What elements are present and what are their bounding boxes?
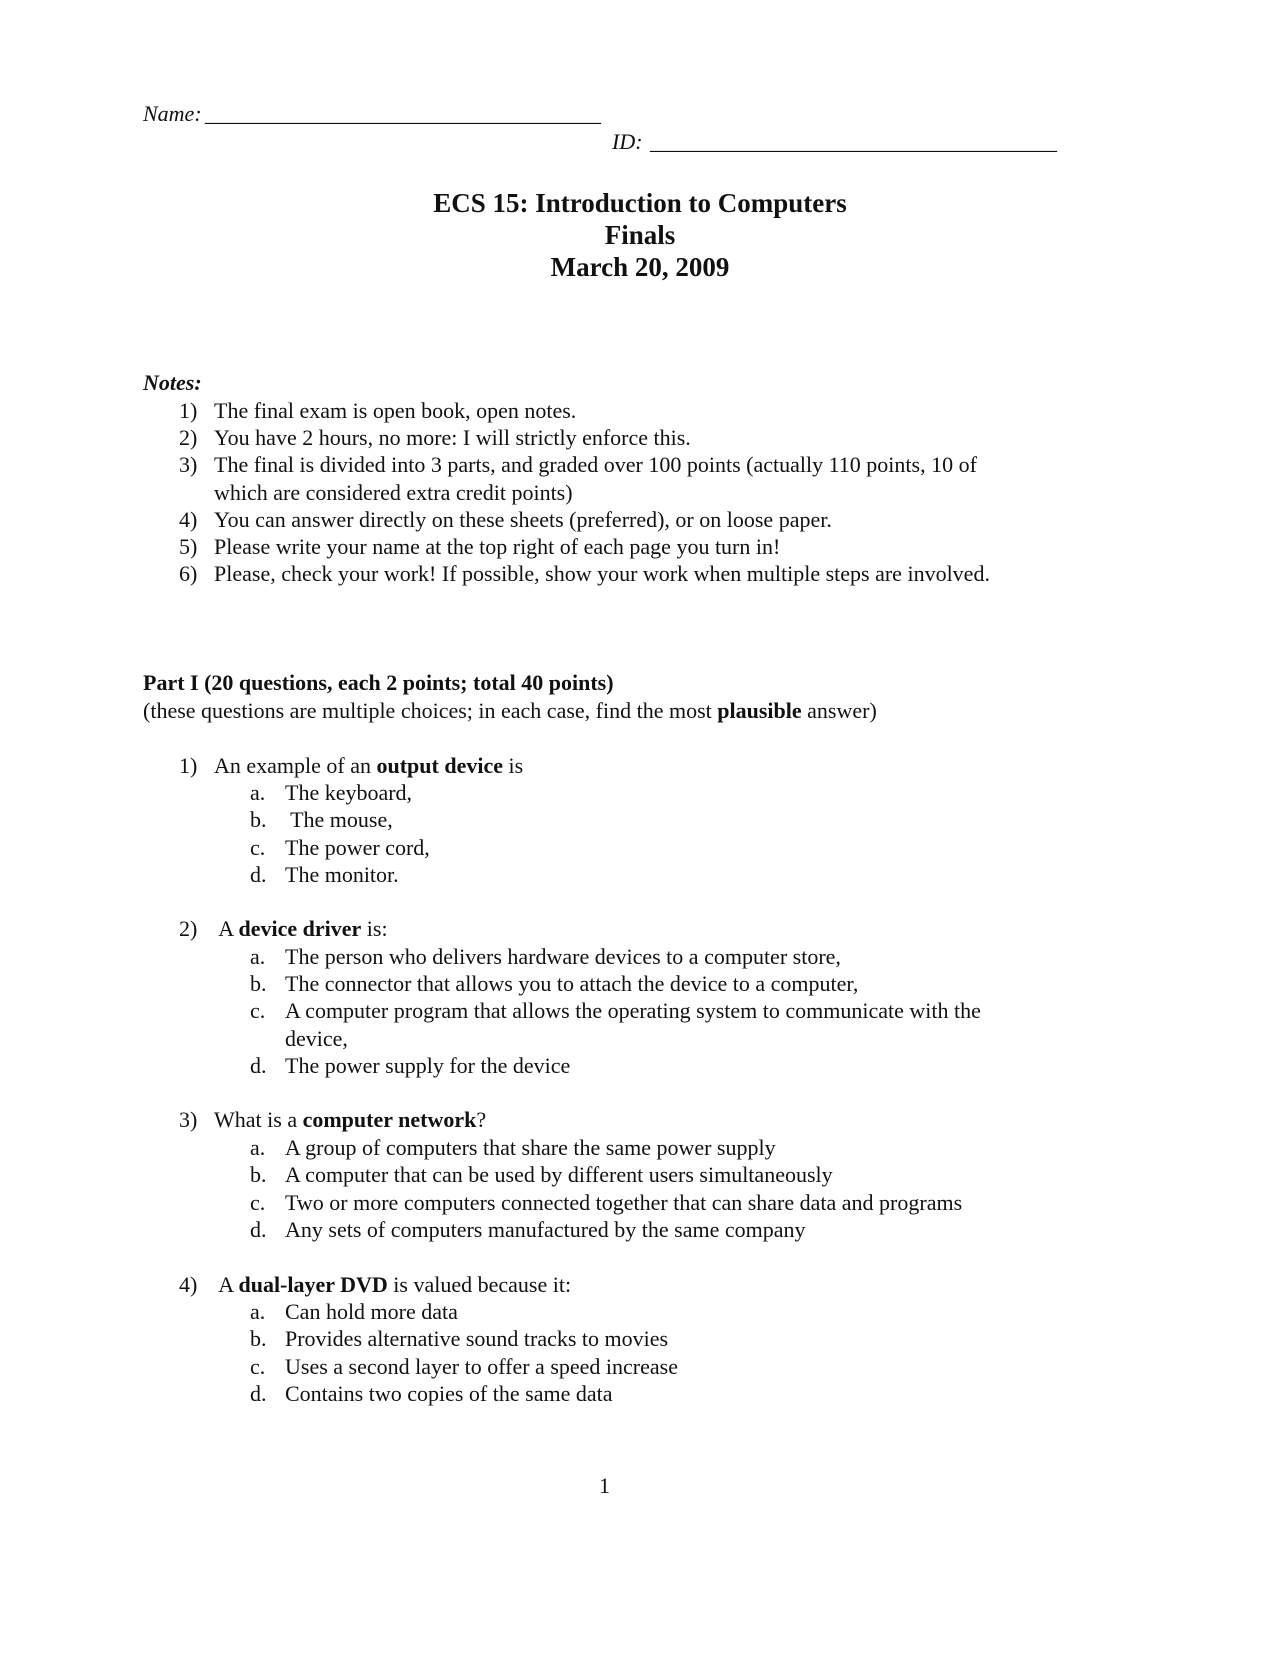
option-letter: d. (250, 862, 267, 887)
question-number: 4) (179, 1272, 198, 1297)
note-text: Please, check your work! If possible, show your work when multiple steps are involved. (214, 561, 990, 586)
question-keyword: device driver (238, 916, 362, 941)
question-number: 3) (179, 1107, 198, 1132)
option-text: The power cord, (285, 835, 430, 860)
name-label: Name: (143, 101, 202, 126)
question-text-pre: An example of an (214, 753, 377, 778)
option-letter: a. (250, 1135, 266, 1160)
option-letter: d. (250, 1053, 267, 1078)
note-text: You have 2 hours, no more: I will strictly enforce this. (214, 425, 691, 450)
note-number: 2) (179, 425, 198, 450)
question-number: 2) (179, 916, 198, 941)
question-text (214, 1109, 486, 1131)
option-letter: c. (250, 1354, 266, 1379)
note-number: 1) (179, 398, 198, 423)
note-text: The final exam is open book, open notes. (214, 398, 577, 423)
option-text: Contains two copies of the same data (285, 1381, 613, 1406)
option-text: The person who delivers hardware devices to a computer store, (285, 944, 841, 969)
option-letter: b. (250, 807, 267, 832)
part1-instructions (143, 700, 877, 722)
notes-heading: Notes: (143, 370, 202, 395)
option-letter: a. (250, 780, 266, 805)
option-text: The monitor. (285, 862, 399, 887)
note-number: 3) (179, 452, 198, 477)
question-text (214, 1274, 571, 1296)
question-text-pre: A (214, 1272, 239, 1297)
note-number: 6) (179, 561, 198, 586)
option-letter: c. (250, 1190, 266, 1215)
question-text-pre: A (214, 916, 239, 941)
option-text-continued: device, (285, 1026, 348, 1051)
option-text: The mouse, (285, 807, 393, 832)
option-letter: c. (250, 998, 266, 1023)
option-letter: a. (250, 1299, 266, 1324)
note-text: You can answer directly on these sheets (preferred), or on loose paper. (214, 507, 832, 532)
part1-heading: Part I (20 questions, each 2 points; total 40 points) (143, 670, 614, 695)
question-keyword: output device (376, 753, 503, 778)
question-text-post: is (503, 753, 524, 778)
option-letter: d. (250, 1381, 267, 1406)
option-text: A computer that can be used by different users simultaneously (285, 1162, 833, 1187)
question-text (214, 755, 523, 777)
name-line: ____________________________________ (205, 101, 601, 126)
question-text-post: is valued because it: (387, 1272, 572, 1297)
id-label: ID: (612, 129, 643, 154)
option-text: A group of computers that share the same power supply (285, 1135, 776, 1160)
option-letter: d. (250, 1217, 267, 1242)
question-text-post: is: (361, 916, 388, 941)
option-letter: a. (250, 944, 266, 969)
option-letter: b. (250, 971, 267, 996)
question-keyword: computer network (302, 1107, 477, 1132)
question-text-post: ? (476, 1107, 487, 1132)
note-number: 5) (179, 534, 198, 559)
option-text: Uses a second layer to offer a speed increase (285, 1354, 678, 1379)
exam-date: March 20, 2009 (550, 252, 730, 282)
note-number: 4) (179, 507, 198, 532)
id-line: _____________________________________ (650, 129, 1057, 154)
question-text (214, 918, 388, 940)
option-text: Two or more computers connected together that can share data and programs (285, 1190, 963, 1215)
option-text: The power supply for the device (285, 1053, 571, 1078)
exam-title: Finals (604, 220, 676, 250)
question-number: 1) (179, 753, 198, 778)
part1-instructions-post: answer) (801, 698, 877, 723)
note-text: The final is divided into 3 parts, and graded over 100 points (actually 110 points, 10 of (214, 452, 977, 477)
option-text: Can hold more data (285, 1299, 458, 1324)
option-letter: b. (250, 1162, 267, 1187)
part1-instructions-bold: plausible (717, 698, 802, 723)
option-text: The connector that allows you to attach the device to a computer, (285, 971, 859, 996)
option-text: Provides alternative sound tracks to movies (285, 1326, 669, 1351)
option-text: Any sets of computers manufactured by the same company (285, 1217, 806, 1242)
course-title: ECS 15: Introduction to Computers (433, 188, 847, 218)
note-text-continued: which are considered extra credit points) (214, 480, 573, 505)
part1-instructions-pre: (these questions are multiple choices; in each case, find the most (143, 698, 718, 723)
page-number: 1 (599, 1473, 610, 1498)
option-letter: c. (250, 835, 266, 860)
option-text: A computer program that allows the operating system to communicate with the (285, 998, 981, 1023)
option-text: The keyboard, (285, 780, 413, 805)
question-keyword: dual-layer DVD (238, 1272, 388, 1297)
question-text-pre: What is a (214, 1107, 303, 1132)
note-text: Please write your name at the top right of each page you turn in! (214, 534, 781, 559)
option-letter: b. (250, 1326, 267, 1351)
